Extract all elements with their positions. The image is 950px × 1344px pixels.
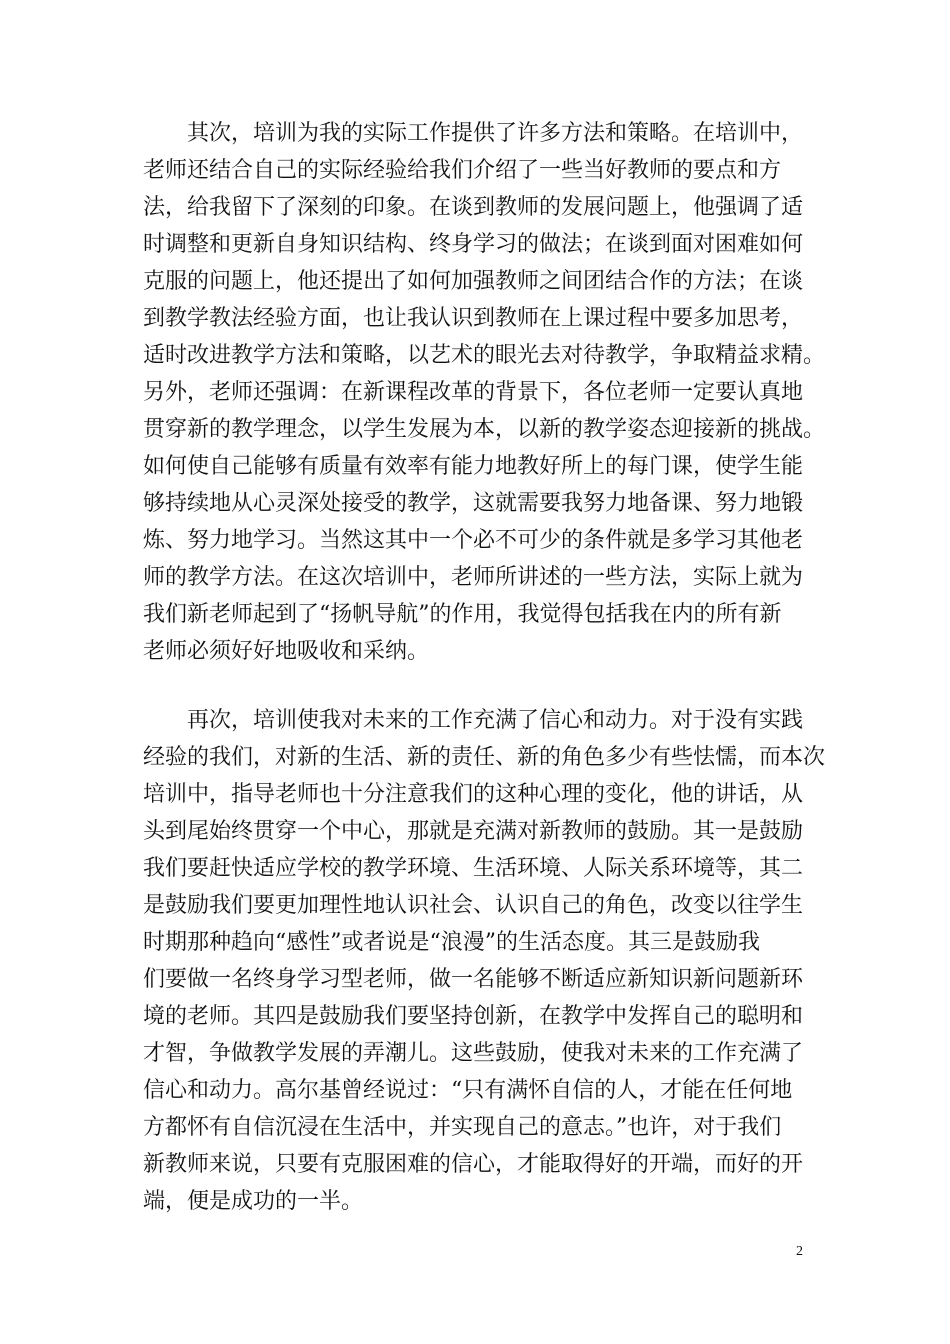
text-line: 克服的问题上，他还提出了如何加强教师之间团结合作的方法；在谈 [143, 269, 804, 294]
text-line: 方都怀有自信沉浸在生活中，并实现自己的意志。”也许，对于我们 [143, 1115, 782, 1140]
text-line: 是鼓励我们要更加理性地认识社会、认识自己的角色，改变以往学生 [143, 893, 804, 918]
text-line: 头到尾始终贯穿一个中心，那就是充满对新教师的鼓励。其一是鼓励 [143, 819, 804, 844]
text-line: 培训中，指导老师也十分注意我们的这种心理的变化，他的讲话，从 [143, 782, 804, 807]
text-line: 老师必须好好地吸收和采纳。 [143, 639, 430, 664]
text-line: 如何使自己能够有质量有效率有能力地教好所上的每门课，使学生能 [143, 454, 804, 479]
text-line: 们要做一名终身学习型老师，做一名能够不断适应新知识新问题新环 [143, 967, 804, 992]
text-line: 端，便是成功的一半。 [143, 1189, 364, 1214]
text-line: 其次，培训为我的实际工作提供了许多方法和策略。在培训中， [187, 121, 804, 146]
text-line: 时期那种趋向“感性”或者说是“浪漫”的生活态度。其三是鼓励我 [143, 930, 760, 955]
text-line: 我们新老师起到了“扬帆导航”的作用，我觉得包括我在内的所有新 [143, 602, 782, 627]
text-line: 够持续地从心灵深处接受的教学，这就需要我努力地备课、努力地锻 [143, 491, 804, 516]
paragraph-methods-and-strategies [143, 115, 826, 670]
text-line: 贯穿新的教学理念，以学生发展为本，以新的教学姿态迎接新的挑战。 [143, 417, 826, 442]
text-line: 师的教学方法。在这次培训中，老师所讲述的一些方法，实际上就为 [143, 565, 804, 590]
text-line: 我们要赶快适应学校的教学环境、生活环境、人际关系环境等，其二 [143, 856, 804, 881]
text-line: 适时改进教学方法和策略，以艺术的眼光去对待教学，争取精益求精。 [143, 343, 826, 368]
page-number: 2 [796, 1244, 803, 1259]
text-line: 法，给我留下了深刻的印象。在谈到教师的发展问题上，他强调了适 [143, 195, 804, 220]
text-line: 经验的我们，对新的生活、新的责任、新的角色多少有些怯懦，而本次 [143, 745, 826, 770]
text-line: 再次，培训使我对未来的工作充满了信心和动力。对于没有实践 [187, 708, 804, 733]
text-line: 到教学教法经验方面，也让我认识到教师在上课过程中要多加思考， [143, 306, 804, 331]
paragraph-confidence-and-motivation [143, 702, 826, 1220]
text-line: 境的老师。其四是鼓励我们要坚持创新，在教学中发挥自己的聪明和 [143, 1004, 804, 1029]
text-line: 时调整和更新自身知识结构、终身学习的做法；在谈到面对困难如何 [143, 232, 804, 257]
text-line: 才智，争做教学发展的弄潮儿。这些鼓励，使我对未来的工作充满了 [143, 1041, 804, 1066]
text-line: 炼、努力地学习。当然这其中一个必不可少的条件就是多学习其他老 [143, 528, 804, 553]
text-line: 信心和动力。高尔基曾经说过：“只有满怀自信的人，才能在任何地 [143, 1078, 793, 1103]
text-line: 老师还结合自己的实际经验给我们介绍了一些当好教师的要点和方 [143, 158, 782, 183]
text-line: 新教师来说，只要有克服困难的信心，才能取得好的开端，而好的开 [143, 1152, 804, 1177]
text-line: 另外，老师还强调：在新课程改革的背景下，各位老师一定要认真地 [143, 380, 804, 405]
